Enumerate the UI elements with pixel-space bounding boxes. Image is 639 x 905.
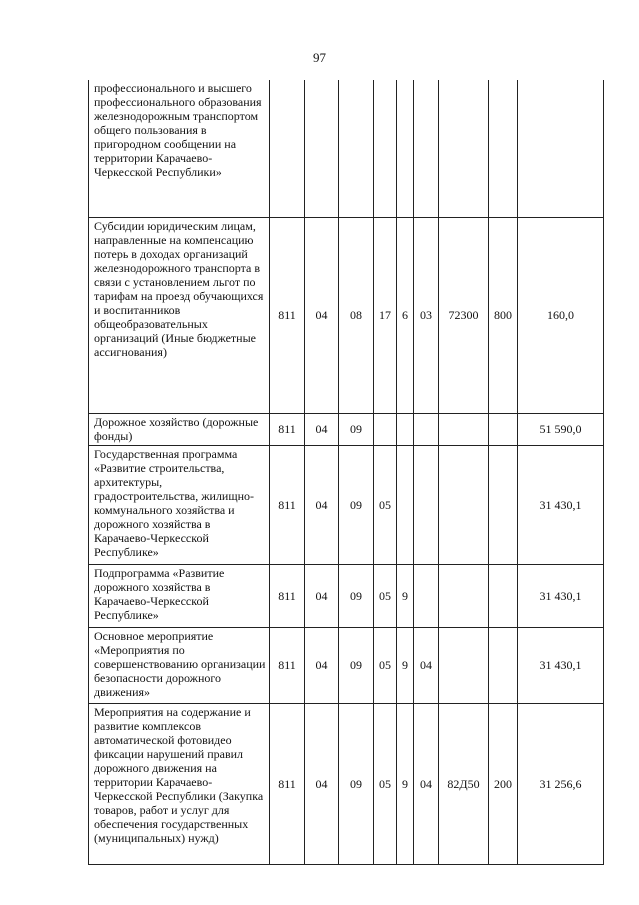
subsection-code: 09 [339, 413, 374, 445]
expense-type-code: 800 [489, 217, 518, 413]
program-code [374, 80, 397, 217]
subsection-code: 09 [339, 564, 374, 627]
table-row [89, 445, 604, 564]
amount-cell: 31 430,1 [518, 627, 604, 703]
ministry-code: 811 [270, 703, 305, 864]
page-number: 97 [313, 50, 326, 65]
subprogram-code: 9 [397, 627, 414, 703]
section-code: 04 [305, 413, 339, 445]
program-code: 05 [374, 703, 397, 864]
direction-code [439, 80, 489, 217]
table-row [89, 413, 604, 445]
table-row [89, 564, 604, 627]
ministry-code: 811 [270, 627, 305, 703]
expense-type-code [489, 80, 518, 217]
subprogram-code: 9 [397, 703, 414, 864]
budget-table [88, 80, 604, 865]
row-description: Дорожное хозяйство (дорожные фонды) [89, 413, 270, 445]
amount-cell: 31 256,6 [518, 703, 604, 864]
direction-code [439, 445, 489, 564]
program-code: 05 [374, 564, 397, 627]
activity-code [414, 80, 439, 217]
amount-cell: 160,0 [518, 217, 604, 413]
row-description: Государственная программа «Развитие строительства, архитектуры, градостроительства, жилищно-коммунального хозяйства и дорожного хозяйства в Карачаево-Черкесской Республике» [89, 445, 270, 564]
direction-code [439, 413, 489, 445]
expense-type-code: 200 [489, 703, 518, 864]
subsection-code [339, 80, 374, 217]
section-code: 04 [305, 217, 339, 413]
ministry-code [270, 80, 305, 217]
ministry-code: 811 [270, 217, 305, 413]
ministry-code: 811 [270, 445, 305, 564]
subprogram-code [397, 445, 414, 564]
program-code: 17 [374, 217, 397, 413]
subprogram-code [397, 80, 414, 217]
expense-type-code [489, 413, 518, 445]
activity-code [414, 445, 439, 564]
section-code [305, 80, 339, 217]
section-code: 04 [305, 445, 339, 564]
subprogram-code [397, 413, 414, 445]
ministry-code: 811 [270, 413, 305, 445]
direction-code: 82Д50 [439, 703, 489, 864]
table-row [89, 703, 604, 864]
row-description: профессионального и высшего профессионального образования железнодорожным транспортом общего пользования в пригородном сообщении на территории Карачаево-Черкесской Республики» [89, 80, 270, 217]
row-description: Основное мероприятие «Мероприятия по совершенствованию организации безопасности дорожного движения» [89, 627, 270, 703]
subsection-code: 08 [339, 217, 374, 413]
subsection-code: 09 [339, 627, 374, 703]
ministry-code: 811 [270, 564, 305, 627]
table-row [89, 217, 604, 413]
direction-code: 72300 [439, 217, 489, 413]
program-code: 05 [374, 627, 397, 703]
row-description: Подпрограмма «Развитие дорожного хозяйства в Карачаево-Черкесской Республике» [89, 564, 270, 627]
section-code: 04 [305, 564, 339, 627]
subprogram-code: 6 [397, 217, 414, 413]
subsection-code: 09 [339, 703, 374, 864]
subprogram-code: 9 [397, 564, 414, 627]
amount-cell [518, 80, 604, 217]
amount-cell: 51 590,0 [518, 413, 604, 445]
section-code: 04 [305, 703, 339, 864]
row-description: Мероприятия на содержание и развитие комплексов автоматической фотовидео фиксации нарушений правил дорожного движения на территории Карачаево-Черкесской Республики (Закупка товаров, работ и услуг для обеспечения государственных (муниципальных) нужд) [89, 703, 270, 864]
amount-cell: 31 430,1 [518, 445, 604, 564]
program-code [374, 413, 397, 445]
activity-code: 03 [414, 217, 439, 413]
activity-code [414, 413, 439, 445]
amount-cell: 31 430,1 [518, 564, 604, 627]
table-row [89, 627, 604, 703]
subsection-code: 09 [339, 445, 374, 564]
activity-code [414, 564, 439, 627]
activity-code: 04 [414, 627, 439, 703]
row-description: Субсидии юридическим лицам, направленные на компенсацию потерь в доходах организаций железнодорожного транспорта в связи с установлением льгот по тарифам на проезд обучающихся и воспитанников общеобразовательных организаций (Иные бюджетные ассигнования) [89, 217, 270, 413]
direction-code [439, 627, 489, 703]
direction-code [439, 564, 489, 627]
activity-code: 04 [414, 703, 439, 864]
table-row [89, 80, 604, 217]
expense-type-code [489, 564, 518, 627]
section-code: 04 [305, 627, 339, 703]
expense-type-code [489, 445, 518, 564]
program-code: 05 [374, 445, 397, 564]
expense-type-code [489, 627, 518, 703]
